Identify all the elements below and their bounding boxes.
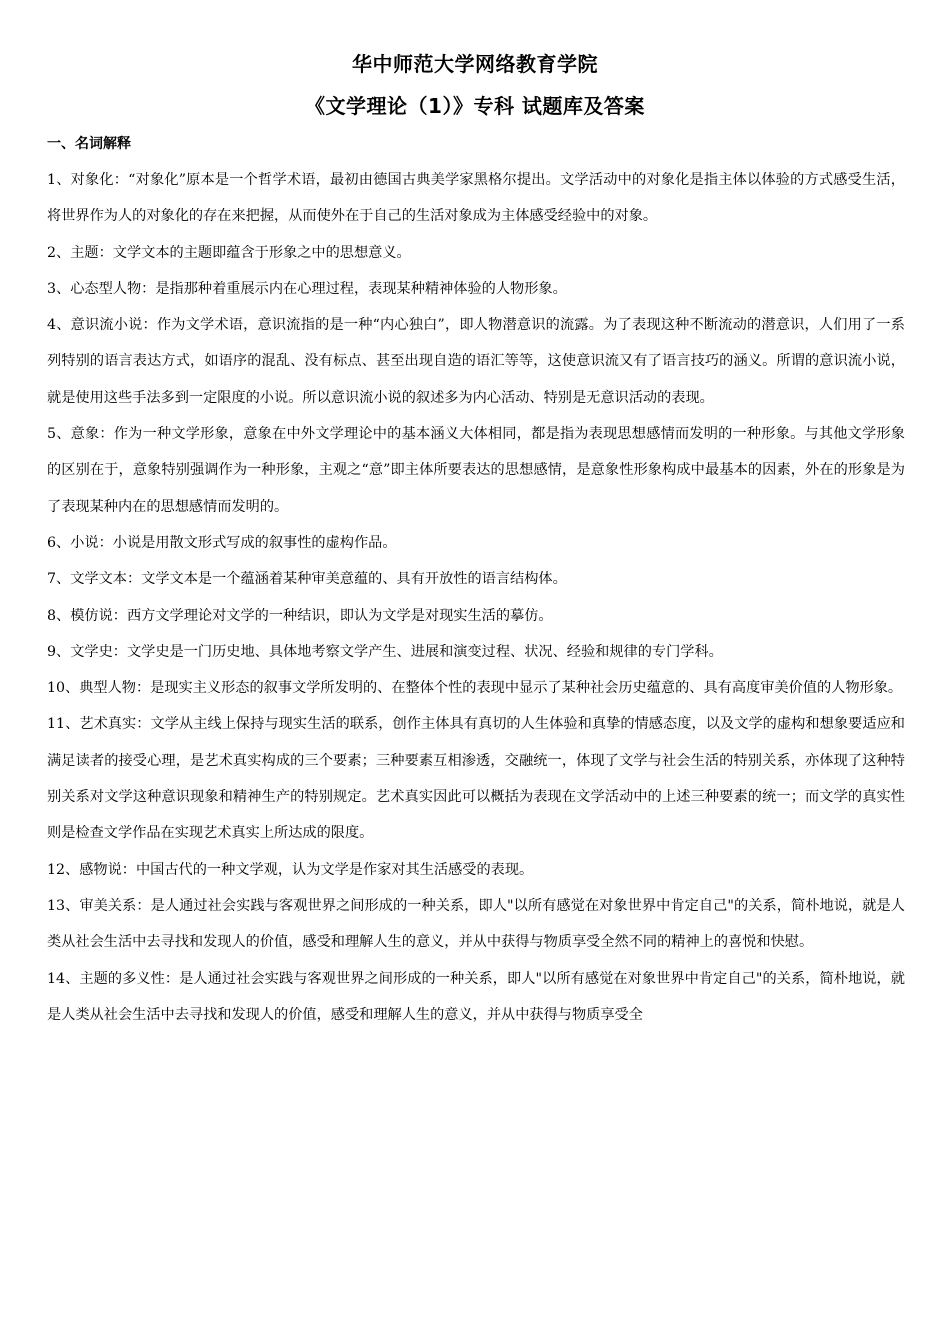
- definition-entry-imagery: 5、意象：作为一种文学形象，意象在中外文学理论中的基本涵义大体相同，都是指为表现思想感情而发明的一种形象。与其他文学形象的区别在于，意象特别强调作为一种形象，主观之“意”即主体所要表达的思想感情，是意象性形象构成中最基本的因素，外在的形象是为了表现某种内在的思想感情而发明的。: [47, 426, 905, 515]
- definition-entry-mimesis: 8、模仿说：西方文学理论对文学的一种结识，即认为文学是对现实生活的摹仿。: [47, 607, 553, 624]
- definition-entry-psychological-character: 3、心态型人物：是指那种着重展示内在心理过程，表现某种精神体验的人物形象。: [47, 280, 567, 297]
- definition-entry-gan-wu-theory: 12、感物说：中国古代的一种文学观，认为文学是作家对其生活感受的表现。: [47, 861, 534, 878]
- definition-entry-novel: 6、小说：小说是用散文形式写成的叙事性的虚构作品。: [47, 534, 397, 551]
- definition-entry-objectification: 1、对象化：“对象化”原本是一个哲学术语，最初由德国古典美学家黑格尔提出。文学活动中的对象化是指主体以体验的方式感受生活，将世界作为人的对象化的存在来把握，从而使外在于自己的生活对象成为主体感受经验中的对象。: [47, 172, 905, 225]
- definition-entry-aesthetic-relation: 13、审美关系：是人通过社会实践与客观世界之间形成的一种关系，即人"以所有感觉在对象世界中肯定自己"的关系，简朴地说，就是人类从社会生活中去寻找和发现人的价值，感受和理解人生的意义，并从中获得与物质享受全然不同的精神上的喜悦和快慰。: [47, 897, 905, 951]
- term-definitions-list: [47, 162, 905, 1033]
- definition-entry-theme: 2、主题：文学文本的主题即蕴含于形象之中的思想意义。: [47, 244, 411, 261]
- course-title: 《文学理论（1）》专科 试题库及答案: [305, 94, 645, 118]
- definition-entry-artistic-truth: 11、艺术真实：文学从主线上保持与现实生活的联系，创作主体具有真切的人生体验和真挚的情感态度，以及文学的虚构和想象要适应和满足读者的接受心理，是艺术真实构成的三个要素；三种要素互相渗透，交融统一，体现了文学与社会生活的特别关系，亦体现了这种特别关系对文学这种意识现象和精神生产的特别规定。艺术真实因此可以概括为表现在文学活动中的上述三种要素的统一；而文学的真实性则是检查文学作品在实现艺术真实上所达成的限度。: [47, 716, 905, 842]
- definition-entry-theme-polysemy: 14、主题的多义性：是人通过社会实践与客观世界之间形成的一种关系，即人"以所有感觉在对象世界中肯定自己"的关系，简朴地说，就是人类从社会生活中去寻找和发现人的价值，感受和理解人生的意义，并从中获得与物质享受全: [47, 970, 905, 1023]
- institution-title: 华中师范大学网络教育学院: [352, 52, 598, 76]
- definition-entry-typical-character: 10、典型人物：是现实主义形态的叙事文学所发明的、在整体个性的表现中显示了某种社会历史蕴意的、具有高度审美价值的人物形象。: [47, 680, 903, 697]
- definition-entry-literary-text: 7、文学文本：文学文本是一个蕴涵着某种审美意蕴的、具有开放性的语言结构体。: [47, 571, 567, 588]
- definition-entry-stream-of-consciousness: 4、意识流小说：作为文学术语，意识流指的是一种“内心独白”，即人物潜意识的流露。为了表现这种不断流动的潜意识，人们用了一系列特别的语言表达方式，如语序的混乱、没有标点、甚至出现自造的语汇等等，这使意识流又有了语言技巧的涵义。所谓的意识流小说，就是使用这些手法多到一定限度的小说。所以意识流小说的叙述多为内心活动、特别是无意识活动的表现。: [47, 317, 905, 406]
- section-heading: 一、名词解释: [47, 136, 131, 152]
- definition-entry-literary-history: 9、文学史：文学史是一门历史地、具体地考察文学产生、进展和演变过程、状况、经验和规律的专门学科。: [47, 643, 723, 660]
